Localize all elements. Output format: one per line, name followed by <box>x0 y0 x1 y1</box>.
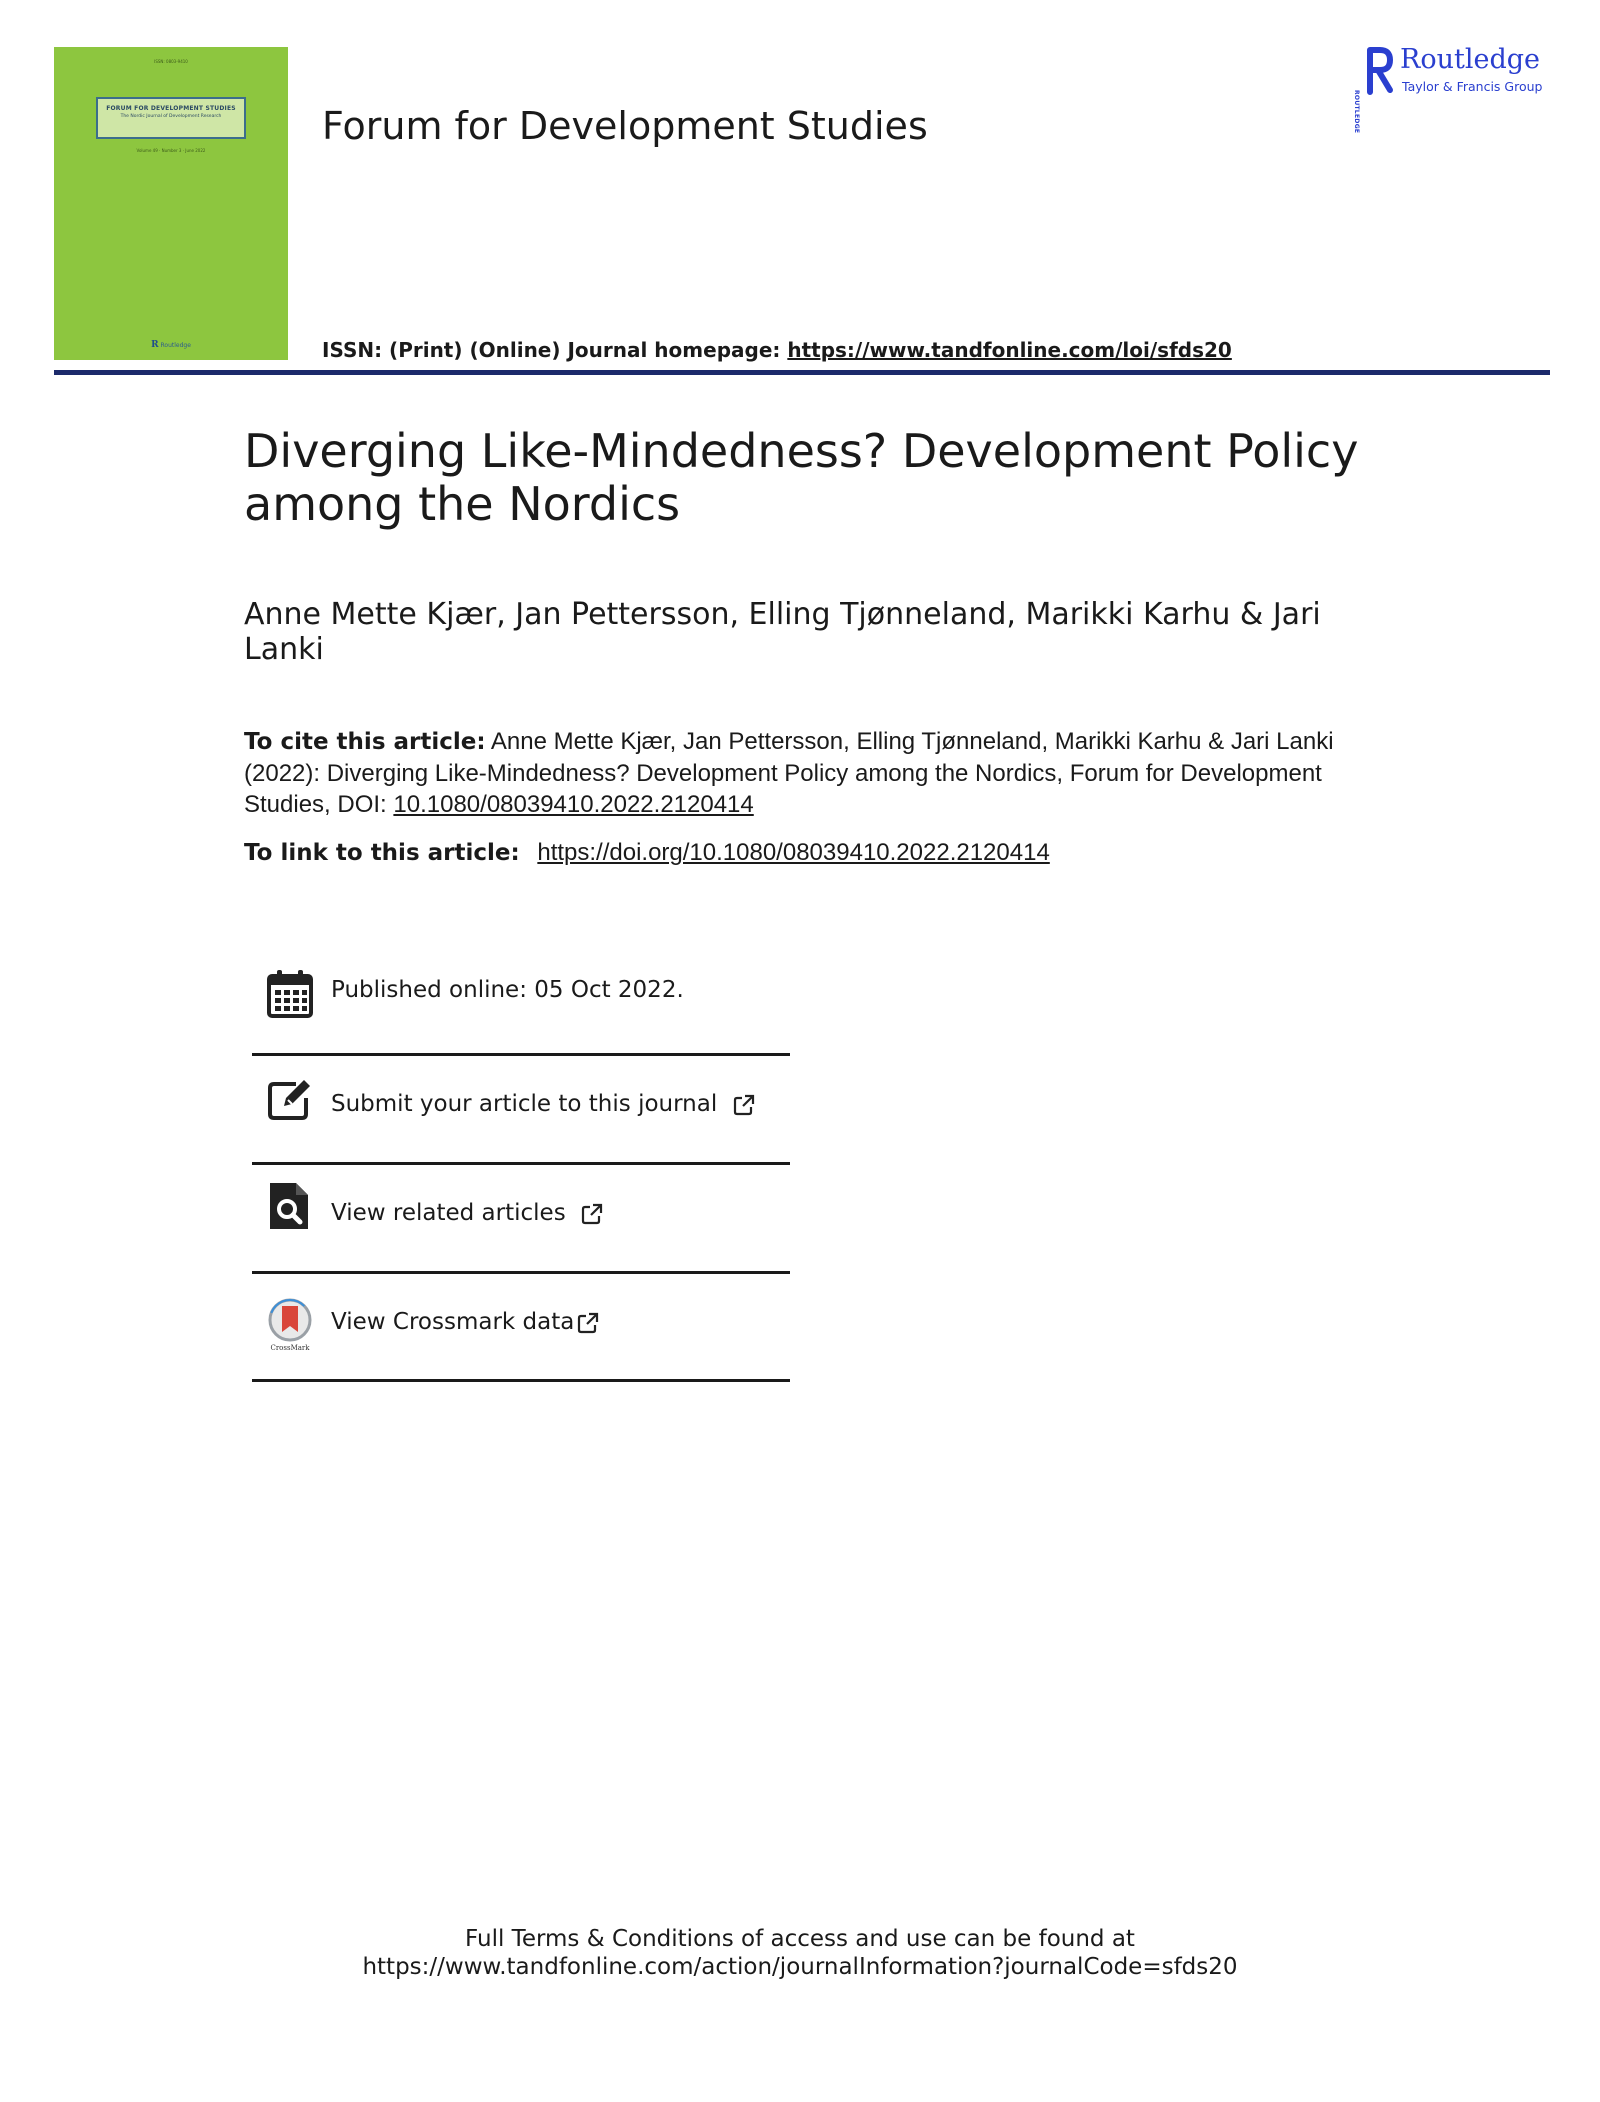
crossmark-label: View Crossmark data <box>331 1309 575 1335</box>
article-link-row <box>244 838 1050 867</box>
link-label: To link to this article: <box>244 840 520 866</box>
routledge-subtitle: Taylor & Francis Group <box>1402 79 1543 94</box>
issn-text: ISSN: (Print) (Online) Journal homepage: <box>322 338 788 362</box>
submit-article-label: Submit your article to this journal <box>331 1091 718 1117</box>
crossmark-icon-label: CrossMark <box>270 1344 310 1352</box>
cover-publisher <box>54 340 288 350</box>
edit-icon <box>266 1076 314 1126</box>
cover-subtitle: The Nordic Journal of Development Research <box>120 114 222 119</box>
cover-volume: Volume 49 · Number 3 · June 2022 <box>136 148 206 153</box>
related-articles-label: View related articles <box>331 1200 566 1226</box>
cite-label: To cite this article: <box>244 729 486 755</box>
article-authors: Anne Mette Kjær, Jan Pettersson, Elling Tjønneland, Marikki Karhu & Jari Lanki <box>244 597 1321 667</box>
external-link-icon <box>581 1203 603 1225</box>
terms-text: Full Terms & Conditions of access and use can be found at <box>465 1926 1135 1952</box>
published-online-text: Published online: 05 Oct 2022. <box>331 977 684 1003</box>
citation-block <box>244 726 1344 820</box>
crossmark-link[interactable] <box>331 1309 599 1335</box>
article-doi-url-link[interactable]: https://doi.org/10.1080/08039410.2022.2120414 <box>537 839 1050 866</box>
header-divider <box>54 370 1550 375</box>
journal-cover-image <box>54 47 288 360</box>
routledge-logo <box>1353 44 1558 134</box>
routledge-side-text: ROUTLEDGE <box>1353 90 1360 134</box>
cover-title-box <box>96 97 246 139</box>
external-link-icon <box>577 1312 599 1334</box>
info-divider <box>252 1379 790 1382</box>
external-link-icon <box>733 1094 755 1116</box>
terms-url[interactable]: https://www.tandfonline.com/action/journalInformation?journalCode=sfds20 <box>362 1954 1238 1980</box>
article-title: Diverging Like-Mindedness? Development Policy among the Nordics <box>244 424 1359 531</box>
submit-article-link[interactable] <box>331 1091 755 1117</box>
routledge-r-icon <box>1358 44 1398 98</box>
doi-link[interactable]: 10.1080/08039410.2022.2120414 <box>393 791 754 818</box>
issn-homepage-line <box>322 338 1232 362</box>
cover-issn: ISSN: 0803-9410 <box>154 59 188 64</box>
calendar-icon <box>266 968 314 1018</box>
related-articles-row[interactable] <box>252 1165 790 1273</box>
journal-homepage-link[interactable]: https://www.tandfonline.com/loi/sfds20 <box>787 338 1232 362</box>
cover-publisher-name: Routledge <box>160 342 191 349</box>
cover-publisher-mark: R <box>151 340 159 350</box>
related-articles-link[interactable] <box>331 1200 603 1226</box>
crossmark-row[interactable] <box>252 1274 790 1382</box>
document-search-icon <box>266 1181 314 1231</box>
published-online-row <box>252 942 790 1050</box>
submit-article-row[interactable] <box>252 1056 790 1164</box>
journal-title: Forum for Development Studies <box>322 104 928 148</box>
crossmark-badge-icon <box>266 1298 314 1342</box>
routledge-name: Routledge <box>1400 44 1540 75</box>
terms-footer <box>0 1925 1600 1981</box>
cite-text: Anne Mette Kjær, Jan Pettersson, Elling Tjønneland, Marikki Karhu & Jari Lanki (2022): Diverging Like-Mindedness? Development Policy among the Nordics, Forum for Development Studies, DOI: <box>244 728 1334 818</box>
crossmark-icon <box>266 1298 314 1354</box>
cover-title: FORUM FOR DEVELOPMENT STUDIES <box>106 105 236 112</box>
